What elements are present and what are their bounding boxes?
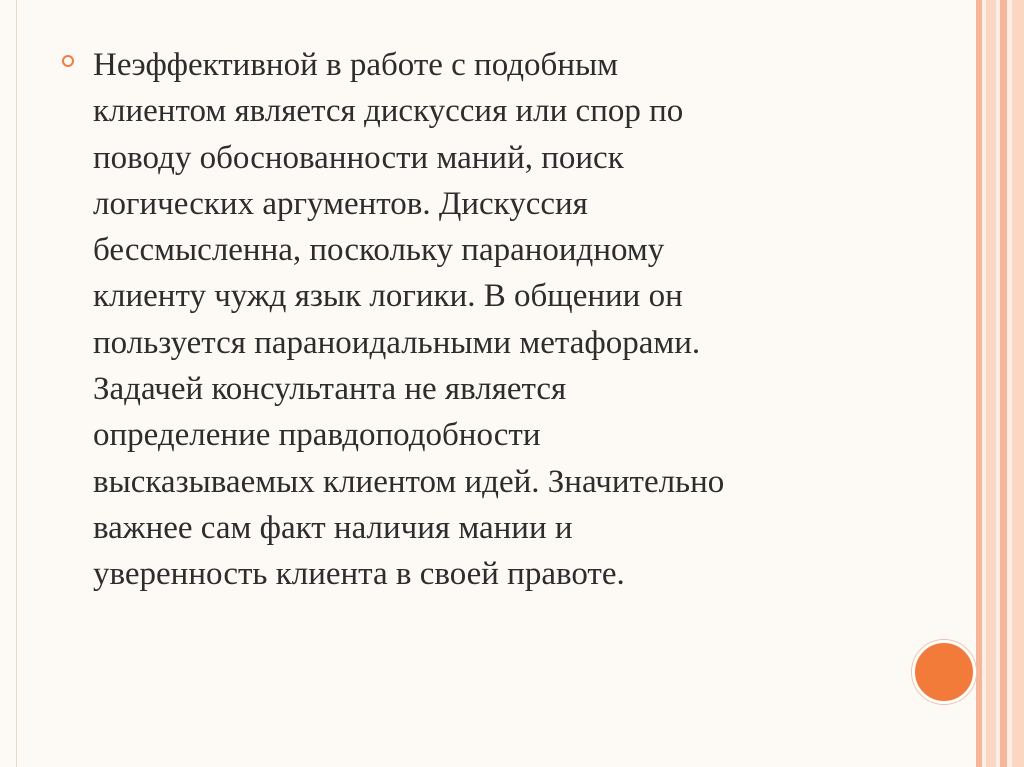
hollow-circle-bullet-icon bbox=[62, 55, 74, 67]
bullet-item bbox=[62, 42, 882, 598]
stripe bbox=[1000, 0, 1007, 767]
decorative-stripes bbox=[976, 0, 1024, 767]
body-text: Неэффективной в работе с подобным клиентом является дискуссия или спор по поводу обоснованности маний, поиск логических аргументов. Дискуссия бессмысленна, поскольку параноидному клиенту чужд язык логики. В общении он пользуется параноидальными метафорами. Задачей консультанта не является определение правдоподобности высказываемых клиентом идей. Значительно важнее сам факт наличия мании и уверенность клиента в своей правоте. bbox=[93, 47, 725, 593]
orange-circle-icon bbox=[912, 640, 976, 704]
stripe bbox=[986, 0, 996, 767]
stripe bbox=[1012, 0, 1024, 767]
